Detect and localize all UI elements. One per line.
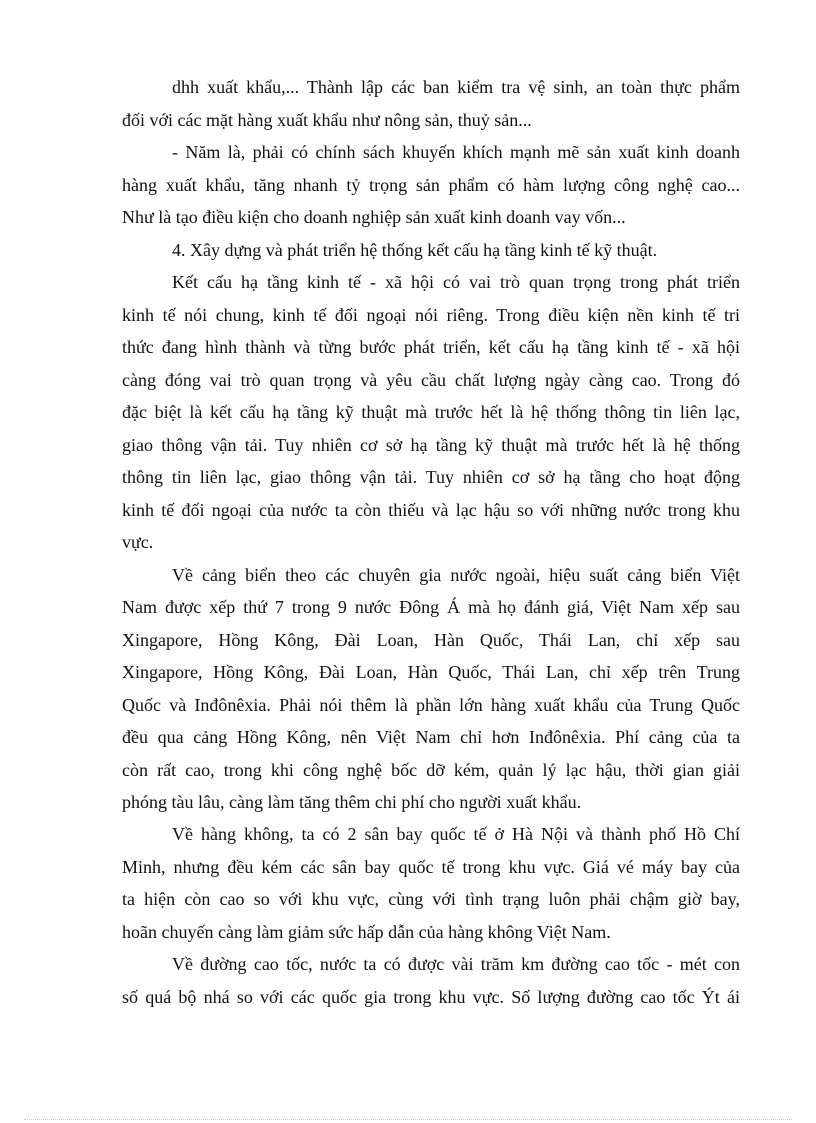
text-line: Xingapore, Hồng Kông, Đài Loan, Hàn Quốc, Thái Lan, chỉ xếp trên Trung — [122, 662, 740, 682]
text-line: Xingapore, Hồng Kông, Đài Loan, Hàn Quốc, Thái Lan, chỉ xếp sau — [122, 630, 740, 650]
text-line: Về cảng biển theo các chuyên gia nước ngoài, hiệu suất cảng biển Việt — [172, 565, 740, 585]
text-line: càng đóng vai trò quan trọng và yêu cầu chất lượng ngày càng cao. Trong đó — [122, 370, 740, 390]
section-heading: 4. Xây dựng và phát triển hệ thống kết cấu hạ tầng kinh tế kỹ thuật. — [172, 240, 658, 260]
text-line: còn rất cao, trong khi công nghệ bốc dỡ kém, quản lý lạc hậu, thời gian giải — [122, 760, 740, 780]
text-line: ta hiện còn cao so với khu vực, cùng với tình trạng luôn phải chậm giờ bay, — [122, 889, 740, 909]
text-line: hàng xuất khẩu, tăng nhanh tỷ trọng sản phẩm có hàm lượng công nghệ cao... — [122, 175, 740, 195]
text-line: đặc biệt là kết cấu hạ tầng kỹ thuật mà trước hết là hệ thống thông tin liên lạc, — [122, 402, 740, 422]
text-line: Minh, nhưng đều kém các sân bay quốc tế trong khu vực. Giá vé máy bay của — [122, 857, 740, 877]
text-line: giao thông vận tải. Tuy nhiên cơ sở hạ tầng kỹ thuật mà trước hết là hệ thống — [122, 435, 740, 455]
text-line: thức đang hình thành và từng bước phát triển, kết cấu hạ tầng kinh tế - xã hội — [122, 337, 740, 357]
text-line: Kết cấu hạ tầng kinh tế - xã hội có vai trò quan trọng trong phát triển — [172, 272, 740, 292]
text-line: hoãn chuyến càng làm giảm sức hấp dẫn của hàng không Việt Nam. — [122, 922, 611, 942]
text-line: đều qua cảng Hồng Kông, nên Việt Nam chỉ hơn Inđônêxia. Phí cảng của ta — [122, 727, 740, 747]
text-line: dhh xuất khẩu,... Thành lập các ban kiểm tra vệ sinh, an toàn thực phẩm — [172, 77, 740, 97]
text-line: thông tin liên lạc, giao thông vận tải. Tuy nhiên cơ sở hạ tầng cho hoạt động — [122, 467, 740, 487]
text-line: vực. — [122, 532, 154, 552]
text-line: số quá bộ nhá so với các quốc gia trong khu vực. Số lượng đường cao tốc Ýt ái — [122, 987, 740, 1007]
text-line: Nam được xếp thứ 7 trong 9 nước Đông Á mà họ đánh giá, Việt Nam xếp sau — [122, 597, 740, 617]
text-line: phóng tàu lâu, càng làm tăng thêm chi phí cho người xuất khẩu. — [122, 792, 582, 812]
text-line: đối với các mặt hàng xuất khẩu như nông sản, thuỷ sản... — [122, 110, 532, 130]
text-line: Như là tạo điều kiện cho doanh nghiệp sản xuất kinh doanh vay vốn... — [122, 207, 626, 227]
text-line: Về đường cao tốc, nước ta có được vài trăm km đường cao tốc - mét con — [172, 954, 740, 974]
text-line: kinh tế đối ngoại của nước ta còn thiếu và lạc hậu so với những nước trong khu — [122, 500, 740, 520]
text-line: - Năm là, phải có chính sách khuyến khích mạnh mẽ sản xuất kinh doanh — [172, 142, 740, 162]
text-line: kinh tế nói chung, kinh tế đối ngoại nói riêng. Trong điều kiện nền kinh tế tri — [122, 305, 740, 325]
page-bottom-border — [24, 1119, 792, 1120]
text-line: Về hàng không, ta có 2 sân bay quốc tế ở Hà Nội và thành phố Hồ Chí — [172, 824, 740, 844]
text-line: Quốc và Inđônêxia. Phải nói thêm là phần lớn hàng xuất khẩu của Trung Quốc — [122, 695, 740, 715]
